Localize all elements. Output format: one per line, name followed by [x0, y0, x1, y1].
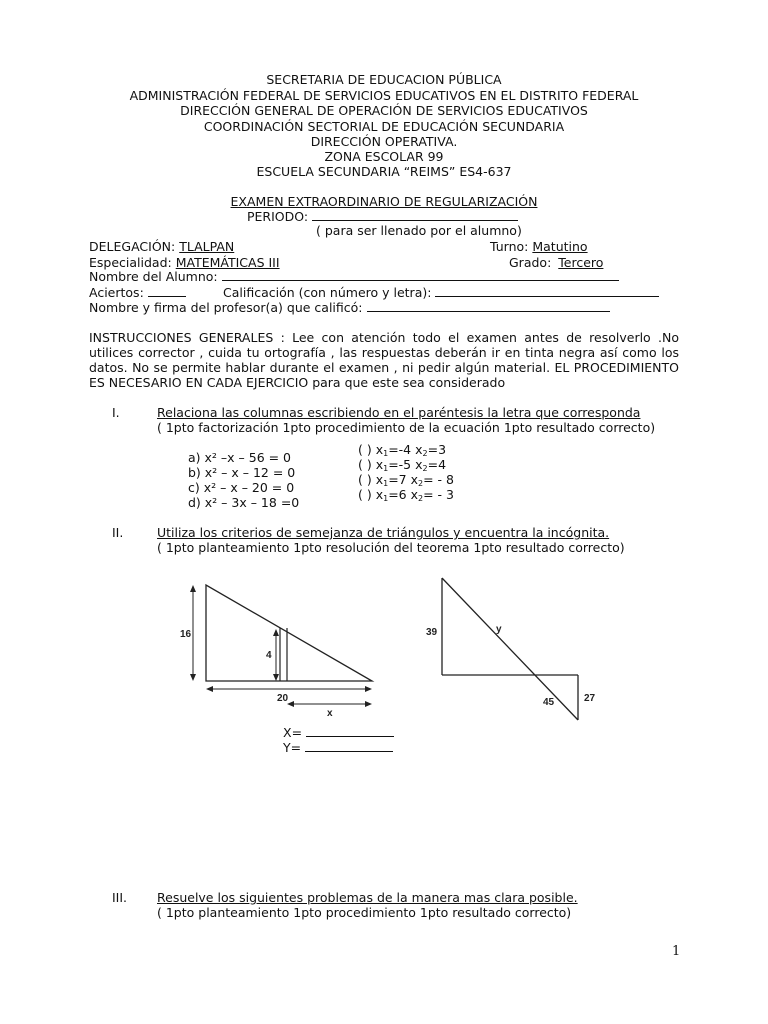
grado-label: Grado:	[509, 255, 552, 270]
answer-y-field[interactable]	[305, 740, 393, 752]
sub-2: 2	[422, 464, 428, 473]
sub-1: 1	[383, 479, 389, 488]
answer-4[interactable]	[358, 487, 454, 503]
nombre-field[interactable]	[222, 269, 619, 281]
section-1-points: ( 1pto factorización 1pto procedimiento de la ecuación 1pto resultado correcto)	[157, 420, 656, 435]
sub-2: 2	[418, 479, 424, 488]
section-1-numeral: I.	[112, 405, 120, 420]
answer-3-a: =7 x	[388, 472, 419, 487]
nombre-row	[89, 269, 619, 284]
dim-4-arrow-top	[273, 629, 279, 636]
similar-triangles-figure-2	[420, 572, 610, 727]
answer-1-b: =3	[427, 442, 447, 457]
answer-x-field[interactable]	[306, 725, 394, 737]
equation-b: b) x² – x – 12 = 0	[188, 465, 296, 480]
sub-2: 2	[422, 449, 428, 458]
aciertos-row	[89, 285, 186, 300]
section-3-points: ( 1pto planteamiento 1pto procedimiento 1pto resultado correcto)	[157, 905, 572, 920]
answer-3-prefix: ( ) x	[358, 472, 384, 487]
aciertos-label: Aciertos:	[89, 285, 144, 300]
label-x: x	[327, 708, 333, 719]
label-45: 45	[543, 697, 555, 708]
answer-2[interactable]	[358, 457, 446, 473]
label-4: 4	[266, 650, 272, 661]
answer-x-row	[283, 725, 394, 740]
sub-1: 1	[383, 464, 389, 473]
answer-x-label: X=	[283, 725, 303, 740]
profesor-row	[89, 300, 610, 315]
dim-4-arrow-bottom	[273, 674, 279, 681]
header-line-2: ADMINISTRACIÓN FEDERAL DE SERVICIOS EDUCATIVOS EN EL DISTRITO FEDERAL	[129, 88, 639, 103]
profesor-label: Nombre y firma del profesor(a) que calificó:	[89, 300, 363, 315]
header-line-6: ZONA ESCOLAR 99	[324, 149, 444, 164]
header-line-5: DIRECCIÓN OPERATIVA.	[310, 134, 458, 149]
section-2-numeral: II.	[112, 525, 124, 540]
grado-value: Tercero	[558, 255, 604, 270]
calificacion-row	[223, 285, 659, 300]
header-line-1: SECRETARIA DE EDUCACION PÚBLICA	[266, 72, 502, 87]
delegacion-label: DELEGACIÓN:	[89, 239, 176, 254]
label-y: y	[496, 624, 502, 635]
answer-y-label: Y=	[283, 740, 302, 755]
especialidad-row	[89, 255, 280, 270]
dim-20-arrow-left	[206, 686, 213, 692]
section-3-numeral: III.	[112, 890, 128, 905]
sub-1: 1	[383, 449, 389, 458]
section-3-title: Resuelve los siguientes problemas de la manera mas clara posible.	[157, 890, 578, 905]
delegacion-row	[89, 239, 234, 254]
answer-3-b: = - 8	[423, 472, 454, 487]
answer-3[interactable]	[358, 472, 454, 488]
calificacion-label: Calificación (con número y letra):	[223, 285, 432, 300]
answer-4-prefix: ( ) x	[358, 487, 384, 502]
header-line-4: COORDINACIÓN SECTORIAL DE EDUCACIÓN SECUNDARIA	[203, 119, 565, 134]
similar-triangles-figure-1	[176, 580, 382, 720]
answer-1[interactable]	[358, 442, 446, 458]
profesor-field[interactable]	[367, 300, 610, 312]
section-1-title: Relaciona las columnas escribiendo en el paréntesis la letra que corresponda	[157, 405, 641, 420]
aciertos-field[interactable]	[148, 285, 186, 297]
especialidad-label: Especialidad:	[89, 255, 172, 270]
instructions-line-1: INSTRUCCIONES GENERALES : Lee con atención todo el examen antes de resolverlo .No	[89, 330, 679, 345]
answer-2-b: =4	[427, 457, 447, 472]
instructions-line-4: ES NECESARIO EN CADA EJERCICIO para que este sea considerado	[89, 375, 506, 390]
turno-row	[490, 239, 588, 254]
dim-x-arrow-right	[365, 701, 372, 707]
label-27: 27	[584, 693, 596, 704]
answer-1-prefix: ( ) x	[358, 442, 384, 457]
grado-row	[509, 255, 606, 270]
equation-a: a) x² –x – 56 = 0	[188, 450, 292, 465]
page-number: 1	[672, 944, 681, 959]
periodo-note: ( para ser llenado por el alumno)	[316, 223, 522, 238]
turno-value: Matutino	[532, 239, 588, 254]
nombre-label: Nombre del Alumno:	[89, 269, 218, 284]
diagonal	[442, 578, 578, 720]
sub-1: 1	[383, 494, 389, 503]
big-triangle	[206, 585, 372, 681]
header-line-3: DIRECCIÓN GENERAL DE OPERACIÓN DE SERVICIOS EDUCATIVOS	[180, 103, 588, 118]
label-16: 16	[180, 629, 192, 640]
equation-c: c) x² – x – 20 = 0	[188, 480, 295, 495]
answer-2-prefix: ( ) x	[358, 457, 384, 472]
answer-2-a: =-5 x	[388, 457, 423, 472]
exam-title: EXAMEN EXTRAORDINARIO DE REGULARIZACIÓN	[230, 194, 538, 209]
section-2-title: Utiliza los criterios de semejanza de triángulos y encuentra la incógnita.	[157, 525, 610, 540]
calificacion-field[interactable]	[435, 285, 659, 297]
periodo-field[interactable]	[312, 209, 518, 221]
header-line-7: ESCUELA SECUNDARIA “REIMS” ES4-637	[256, 164, 512, 179]
dim-16-arrow-top	[190, 585, 196, 592]
turno-label: Turno:	[490, 239, 529, 254]
label-20: 20	[277, 693, 289, 704]
sub-2: 2	[418, 494, 424, 503]
answer-y-row	[283, 740, 393, 755]
periodo-label: PERIODO:	[247, 209, 309, 224]
answer-1-a: =-4 x	[388, 442, 423, 457]
dim-16-arrow-bottom	[190, 674, 196, 681]
periodo-row	[247, 209, 518, 224]
answer-4-a: =6 x	[388, 487, 419, 502]
instructions-line-3: datos. No se permite hablar durante el examen , ni pedir algún material. EL PROCEDIMIENTO	[89, 360, 679, 375]
especialidad-value: MATEMÁTICAS III	[175, 255, 280, 270]
section-2-points: ( 1pto planteamiento 1pto resolución del teorema 1pto resultado correcto)	[157, 540, 625, 555]
label-39: 39	[426, 627, 438, 638]
dim-20-arrow-right	[365, 686, 372, 692]
answer-4-b: = - 3	[423, 487, 454, 502]
instructions-line-2: utilices corrector , cuida tu ortografía , las respuestas deberán ir en tinta negra así como los	[89, 345, 679, 360]
equation-d: d) x² – 3x – 18 =0	[188, 495, 300, 510]
delegacion-value: TLALPAN	[179, 239, 235, 254]
